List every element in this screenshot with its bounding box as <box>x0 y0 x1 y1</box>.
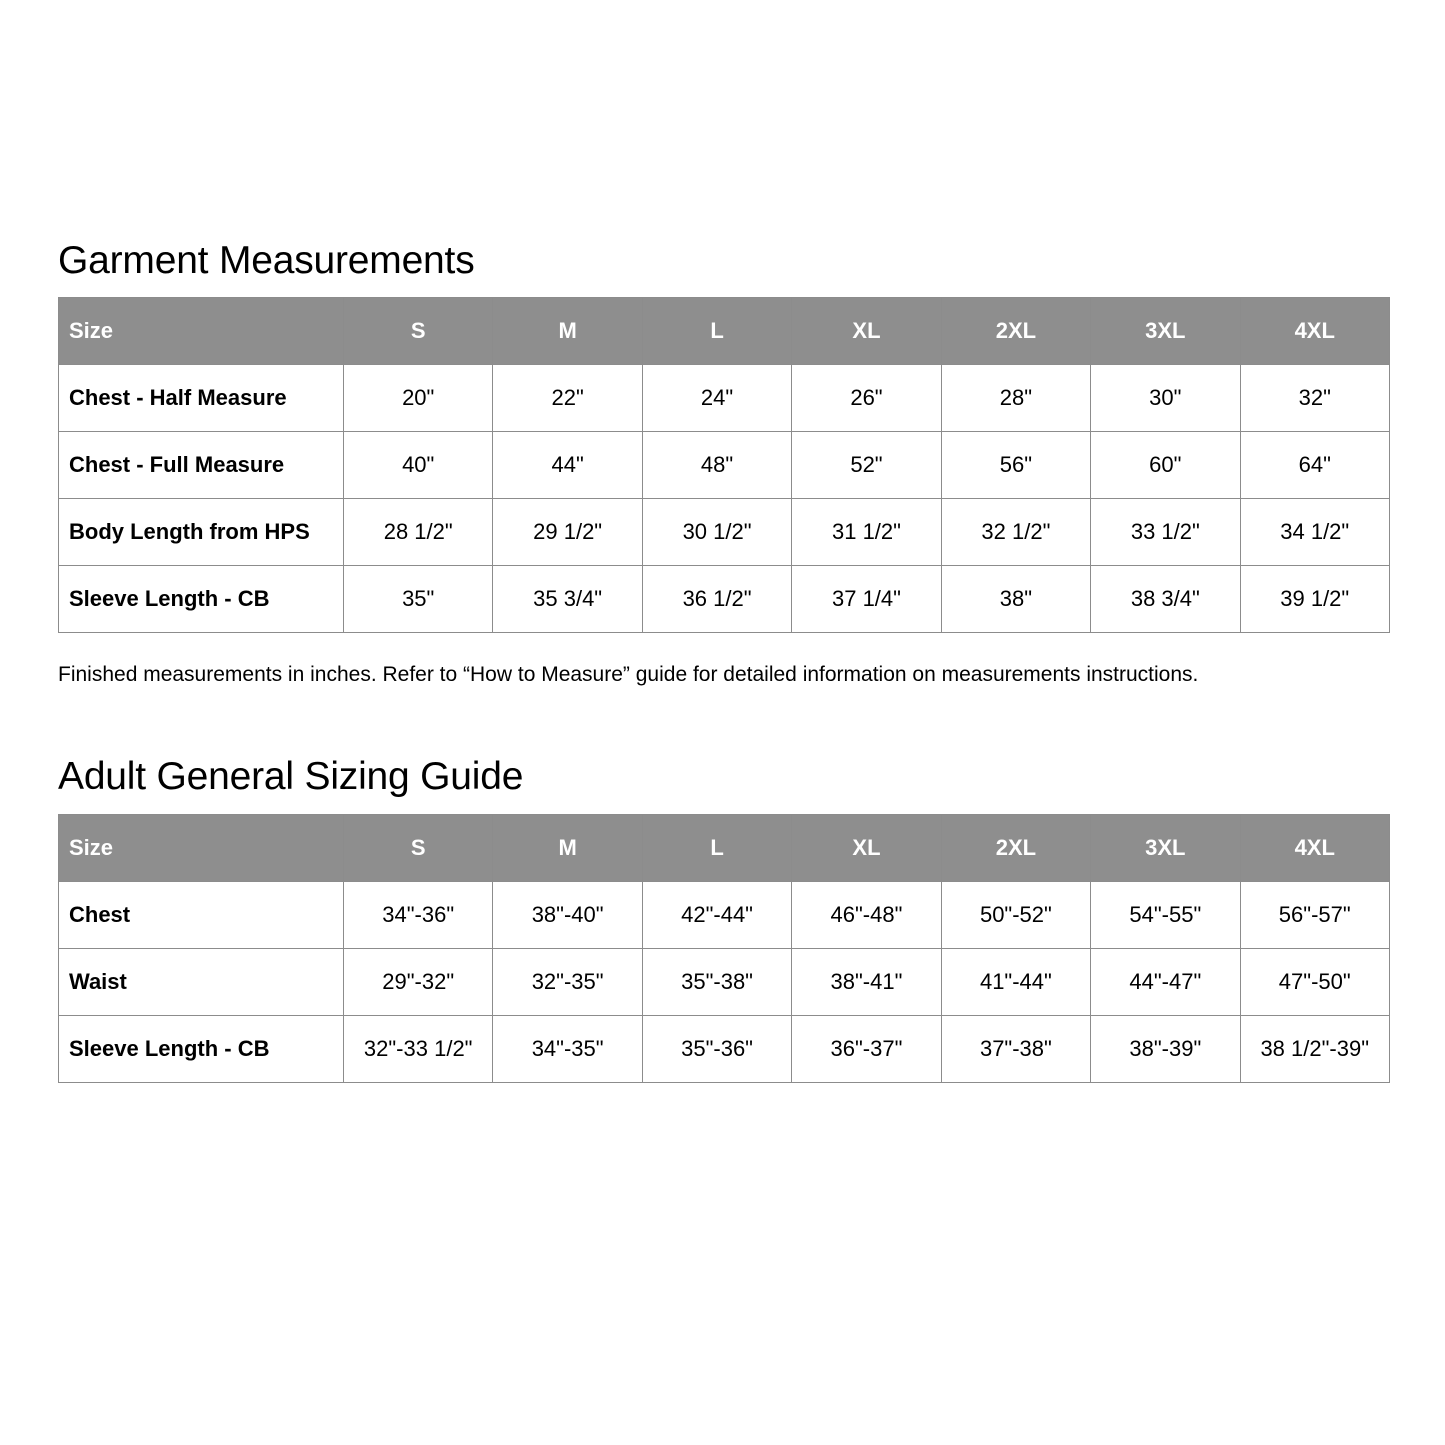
size-column-header: S <box>344 298 493 365</box>
size-column-header: L <box>642 815 791 882</box>
measurement-cell: 41"-44" <box>941 949 1090 1016</box>
measurement-cell: 44"-47" <box>1091 949 1240 1016</box>
measurement-cell: 32"-35" <box>493 949 642 1016</box>
measurement-cell: 30 1/2" <box>642 499 791 566</box>
measurement-cell: 38" <box>941 566 1090 633</box>
measurement-cell: 35"-36" <box>642 1016 791 1083</box>
measurement-cell: 36 1/2" <box>642 566 791 633</box>
measurement-cell: 60" <box>1091 432 1240 499</box>
size-column-header: 3XL <box>1091 815 1240 882</box>
table-row <box>59 499 1390 566</box>
measurement-cell: 37 1/4" <box>792 566 941 633</box>
measurement-cell: 36"-37" <box>792 1016 941 1083</box>
measurement-cell: 47"-50" <box>1240 949 1389 1016</box>
size-column-header: XL <box>792 815 941 882</box>
measurement-cell: 35" <box>344 566 493 633</box>
size-header-label: Size <box>59 298 344 365</box>
measurement-cell: 50"-52" <box>941 882 1090 949</box>
size-column-header: S <box>344 815 493 882</box>
table-header-row <box>59 298 1390 365</box>
measurement-cell: 56" <box>941 432 1090 499</box>
measurement-cell: 34 1/2" <box>1240 499 1389 566</box>
measurement-cell: 20" <box>344 365 493 432</box>
measurement-cell: 24" <box>642 365 791 432</box>
measurement-cell: 38 3/4" <box>1091 566 1240 633</box>
measurement-cell: 38 1/2"-39" <box>1240 1016 1389 1083</box>
size-column-header: XL <box>792 298 941 365</box>
size-column-header: 4XL <box>1240 298 1389 365</box>
measurement-cell: 26" <box>792 365 941 432</box>
measurement-cell: 32" <box>1240 365 1389 432</box>
measurement-cell: 32 1/2" <box>941 499 1090 566</box>
measurement-cell: 29"-32" <box>344 949 493 1016</box>
table-row <box>59 365 1390 432</box>
row-label: Chest - Half Measure <box>59 365 344 432</box>
row-label: Chest - Full Measure <box>59 432 344 499</box>
size-column-header: M <box>493 815 642 882</box>
measurement-cell: 31 1/2" <box>792 499 941 566</box>
garment-measurements-table <box>58 297 1390 633</box>
measurement-cell: 33 1/2" <box>1091 499 1240 566</box>
garment-measurements-title: Garment Measurements <box>58 239 475 282</box>
measurement-cell: 38"-39" <box>1091 1016 1240 1083</box>
measurement-cell: 28 1/2" <box>344 499 493 566</box>
measurement-cell: 44" <box>493 432 642 499</box>
measurement-cell: 35 3/4" <box>493 566 642 633</box>
measurement-cell: 29 1/2" <box>493 499 642 566</box>
measurement-cell: 30" <box>1091 365 1240 432</box>
measurement-cell: 56"-57" <box>1240 882 1389 949</box>
measurement-cell: 52" <box>792 432 941 499</box>
measurement-cell: 34"-35" <box>493 1016 642 1083</box>
measurement-cell: 38"-40" <box>493 882 642 949</box>
sizing-guide-table <box>58 814 1390 1083</box>
measurement-cell: 35"-38" <box>642 949 791 1016</box>
size-column-header: 3XL <box>1091 298 1240 365</box>
measurement-cell: 32"-33 1/2" <box>344 1016 493 1083</box>
table-row <box>59 882 1390 949</box>
measurement-cell: 34"-36" <box>344 882 493 949</box>
measurement-cell: 38"-41" <box>792 949 941 1016</box>
row-label: Sleeve Length - CB <box>59 566 344 633</box>
sizing-guide-title: Adult General Sizing Guide <box>58 755 524 798</box>
measurement-cell: 39 1/2" <box>1240 566 1389 633</box>
row-label: Body Length from HPS <box>59 499 344 566</box>
table-row <box>59 432 1390 499</box>
size-column-header: 2XL <box>941 815 1090 882</box>
table-header-row <box>59 815 1390 882</box>
measurement-cell: 40" <box>344 432 493 499</box>
size-header-label: Size <box>59 815 344 882</box>
size-column-header: 2XL <box>941 298 1090 365</box>
measurement-cell: 22" <box>493 365 642 432</box>
measurement-cell: 28" <box>941 365 1090 432</box>
size-column-header: 4XL <box>1240 815 1389 882</box>
measurement-cell: 54"-55" <box>1091 882 1240 949</box>
table-row <box>59 1016 1390 1083</box>
measurement-footnote: Finished measurements in inches. Refer to “How to Measure” guide for detailed information on measurements instructions. <box>58 663 1199 686</box>
measurement-cell: 48" <box>642 432 791 499</box>
row-label: Chest <box>59 882 344 949</box>
measurement-cell: 37"-38" <box>941 1016 1090 1083</box>
table-row <box>59 566 1390 633</box>
measurement-cell: 46"-48" <box>792 882 941 949</box>
measurement-cell: 42"-44" <box>642 882 791 949</box>
table-row <box>59 949 1390 1016</box>
row-label: Waist <box>59 949 344 1016</box>
size-column-header: M <box>493 298 642 365</box>
measurement-cell: 64" <box>1240 432 1389 499</box>
size-column-header: L <box>642 298 791 365</box>
row-label: Sleeve Length - CB <box>59 1016 344 1083</box>
